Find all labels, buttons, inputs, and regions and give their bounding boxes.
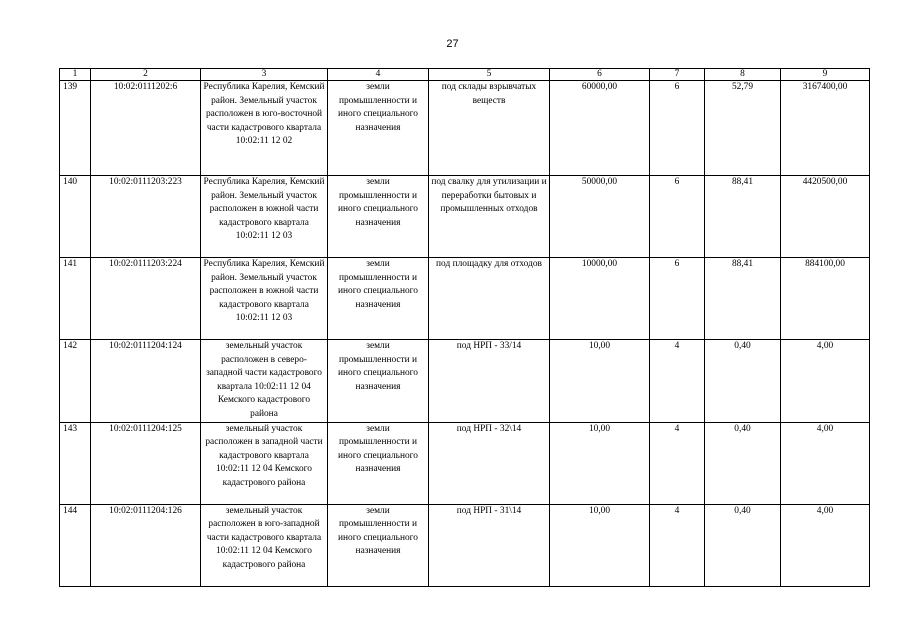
column-7-cell: 4 — [650, 504, 705, 586]
table-header-row — [60, 69, 870, 81]
page-number: 27 — [446, 38, 459, 50]
permitted-use-cell: под НРП - 33/14 — [429, 340, 550, 423]
land-category-cell: земли промышленности и иного специального назначения — [328, 176, 429, 258]
table-row — [60, 422, 870, 504]
column-7-cell: 6 — [650, 176, 705, 258]
column-8-cell: 0,40 — [705, 504, 781, 586]
permitted-use-cell: под площадку для отходов — [429, 258, 550, 340]
location-cell: Республика Карелия, Кемский район. Земельный участок расположен в южной части кадастрового квартала 10:02:11 12 03 — [201, 258, 328, 340]
land-plots-table — [59, 68, 870, 587]
column-7-cell: 4 — [650, 340, 705, 423]
column-8-cell: 0,40 — [705, 422, 781, 504]
table-row — [60, 81, 870, 176]
column-9-cell: 884100,00 — [781, 258, 870, 340]
column-7-cell: 6 — [650, 81, 705, 176]
column-header: 1 — [60, 69, 91, 81]
area-cell: 10000,00 — [550, 258, 650, 340]
column-header: 7 — [650, 69, 705, 81]
land-category-cell: земли промышленности и иного специального назначения — [328, 340, 429, 423]
land-category-cell: земли промышленности и иного специального назначения — [328, 258, 429, 340]
location-cell: земельный участок расположен в северо-западной части кадастрового квартала 10:02:11 12 04 Кемского кадастрового района — [201, 340, 328, 423]
land-category-cell: земли промышленности и иного специального назначения — [328, 81, 429, 176]
column-header: 5 — [429, 69, 550, 81]
column-header: 2 — [91, 69, 201, 81]
table-row — [60, 258, 870, 340]
column-9-cell: 4,00 — [781, 504, 870, 586]
column-8-cell: 52,79 — [705, 81, 781, 176]
permitted-use-cell: под склады взрывчатых веществ — [429, 81, 550, 176]
permitted-use-cell: под НРП - 31\14 — [429, 504, 550, 586]
column-header: 6 — [550, 69, 650, 81]
column-9-cell: 4,00 — [781, 422, 870, 504]
table-row — [60, 340, 870, 423]
column-header: 4 — [328, 69, 429, 81]
column-8-cell: 88,41 — [705, 258, 781, 340]
area-cell: 10,00 — [550, 422, 650, 504]
row-number-cell: 141 — [60, 258, 91, 340]
column-8-cell: 88,41 — [705, 176, 781, 258]
row-number-cell: 140 — [60, 176, 91, 258]
row-number-cell: 143 — [60, 422, 91, 504]
column-header: 9 — [781, 69, 870, 81]
column-9-cell: 3167400,00 — [781, 81, 870, 176]
location-cell: Республика Карелия, Кемский район. Земельный участок расположен в южной части кадастрового квартала 10:02:11 12 03 — [201, 176, 328, 258]
area-cell: 10,00 — [550, 504, 650, 586]
area-cell: 50000,00 — [550, 176, 650, 258]
cadastral-number-cell: 10:02:0111204:125 — [91, 422, 201, 504]
column-header: 3 — [201, 69, 328, 81]
column-9-cell: 4420500,00 — [781, 176, 870, 258]
cadastral-number-cell: 10:02:0111204:124 — [91, 340, 201, 423]
column-header: 8 — [705, 69, 781, 81]
cadastral-number-cell: 10:02:0111202:6 — [91, 81, 201, 176]
permitted-use-cell: под свалку для утилизации и переработки бытовых и промышленных отходов — [429, 176, 550, 258]
table-row — [60, 504, 870, 586]
land-category-cell: земли промышленности и иного специального назначения — [328, 422, 429, 504]
cadastral-number-cell: 10:02:0111204:126 — [91, 504, 201, 586]
land-category-cell: земли промышленности и иного специального назначения — [328, 504, 429, 586]
permitted-use-cell: под НРП - 32\14 — [429, 422, 550, 504]
table-row — [60, 176, 870, 258]
column-8-cell: 0,40 — [705, 340, 781, 423]
location-cell: земельный участок расположен в юго-западной части кадастрового квартала 10:02:11 12 04 Кемского кадастрового района — [201, 504, 328, 586]
location-cell: земельный участок расположен в западной части кадастрового квартала 10:02:11 12 04 Кемского кадастрового района — [201, 422, 328, 504]
row-number-cell: 139 — [60, 81, 91, 176]
column-7-cell: 4 — [650, 422, 705, 504]
location-cell: Республика Карелия, Кемский район. Земельный участок расположен в юго-восточной части кадастрового квартала 10:02:11 12 02 — [201, 81, 328, 176]
area-cell: 10,00 — [550, 340, 650, 423]
column-9-cell: 4,00 — [781, 340, 870, 423]
column-7-cell: 6 — [650, 258, 705, 340]
area-cell: 60000,00 — [550, 81, 650, 176]
row-number-cell: 142 — [60, 340, 91, 423]
cadastral-number-cell: 10:02:0111203:224 — [91, 258, 201, 340]
cadastral-number-cell: 10:02:0111203:223 — [91, 176, 201, 258]
row-number-cell: 144 — [60, 504, 91, 586]
